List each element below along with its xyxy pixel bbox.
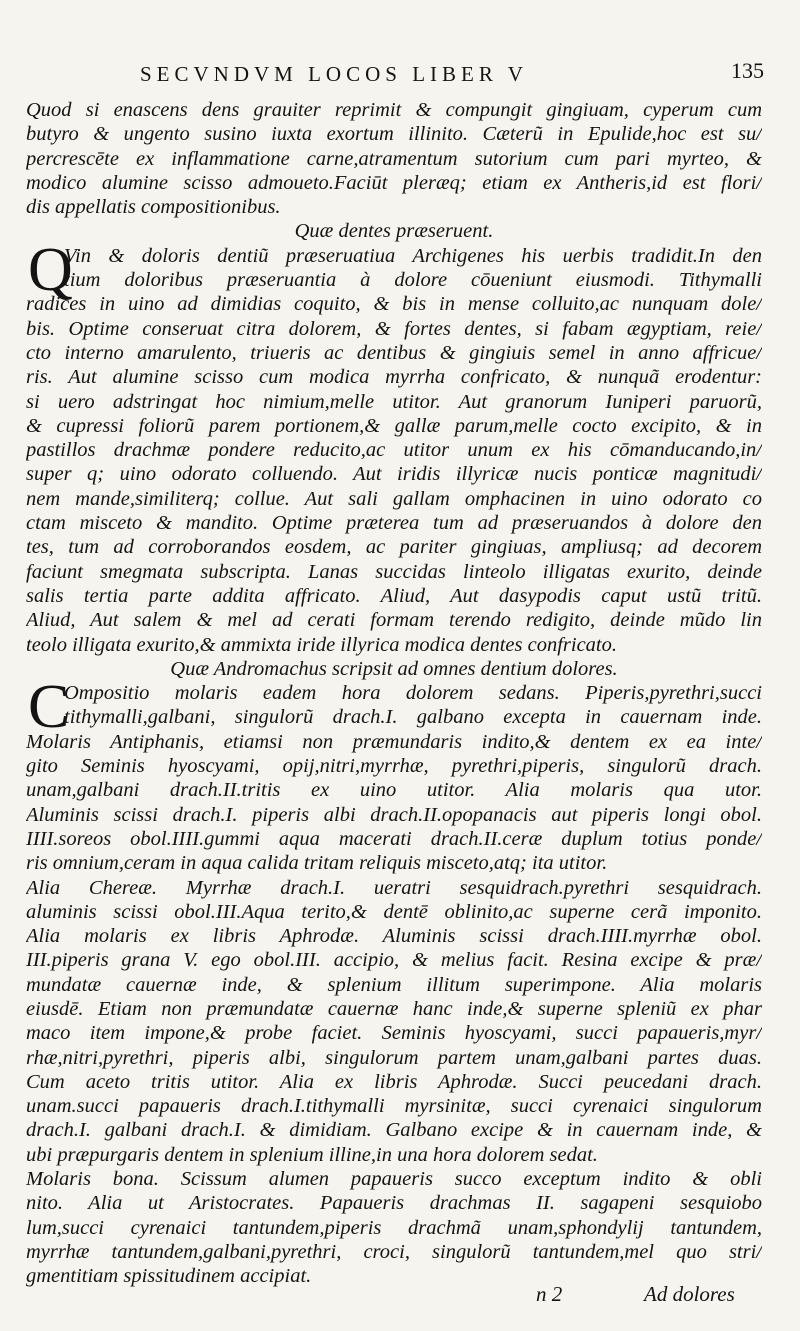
- text-line: mundatæ cauernæ inde, & splenium illitum superimpone. Alia molaris: [26, 973, 762, 996]
- page-header: [0, 58, 800, 92]
- text-line: pastillos drachmæ pondere reducito,ac utitor unum ex his cōmanducando,in/: [26, 439, 762, 462]
- text-line: gito Seminis hyoscyami, opij,nitri,myrrhæ, pyrethri,piperis, singulorũ drach.: [26, 755, 762, 778]
- signature-mark: n 2: [536, 1282, 563, 1306]
- text-line: Molaris bona. Scissum alumen papaueris succo exceptum indito & obli: [26, 1168, 762, 1191]
- text-line: nito. Alia ut Aristocrates. Papaueris drachmas II. sagapeni sesquiobo: [26, 1192, 762, 1215]
- text-line: gmentitiam spissitudinem accipiat.: [26, 1265, 312, 1288]
- text-line: nem mande,similiterq; collue. Aut sali gallam omphacinen in uino odorato co: [26, 487, 762, 510]
- text-line: lum,succi cyrenaici tantundem,piperis drachmã unam,sphondylij tantundem,: [26, 1216, 762, 1239]
- text-line: ris omnium,ceram in aqua calida tritam reliquis misceto,atq; ita utitor.: [26, 852, 608, 875]
- text-line: III.piperis grana V. ego obol.III. accipio, & melius facit. Resina excipe & præ/: [26, 949, 762, 972]
- text-line: maco item impone,& probe faciet. Seminis hyoscyami, succi papaueris,myr/: [26, 1022, 762, 1045]
- paragraph-archigenes: [26, 235, 762, 657]
- text-line: ubi præpurgaris dentem in splenium illine,in una hora dolorem sedat.: [26, 1143, 598, 1166]
- text-line: radices in uino ad dimidias coquito, & bis in mense colluito,ac nunquam dole/: [26, 293, 762, 316]
- text-line: unam,galbani drach.II.tritis ex uino utitor. Alia molaris qua utor.: [26, 779, 762, 802]
- text-line: Molaris Antiphanis, etiamsi non præmundaris indito,& dentem ex ea inte/: [26, 730, 762, 753]
- text-line: & cupressi foliorũ parem portionem,& gallæ parum,melle cocto excipito, & in: [26, 414, 762, 437]
- text-line: percrescēte ex inflammatione carne,atramentum sutorium cum pari myrteo, &: [26, 147, 762, 170]
- text-line: Alia Chereæ. Myrrhæ drach.I. ueratri sesquidrach.pyrethri sesquidrach.: [26, 876, 762, 899]
- text-line: si uero adstringat hoc nimium,melle utitor. Aut granorum Iuniperi paruorũ,: [26, 390, 762, 413]
- text-line: drach.I. galbani drach.I. & dimidiam. Galbano excipe & in cauernam inde, &: [26, 1119, 762, 1142]
- text-line: Vin & doloris dentiũ præseruatiua Archigenes his uerbis tradidit.In den: [64, 244, 762, 267]
- text-line: super q; uino odorato colluendo. Aut iridis illyricæ nucis ponticæ magnitudi/: [26, 463, 762, 486]
- text-line: Aluminis scissi drach.I. piperis albi drach.II.opopanacis aut piperis longi obol.: [26, 803, 762, 826]
- text-line: IIII.soreos obol.IIII.gummi aqua macerati drach.II.ceræ duplum totius ponde/: [26, 827, 762, 850]
- text-line: Aliud, Aut salem & mel ad cerati formam terendo redigito, deinde mũdo lin: [26, 609, 762, 632]
- text-line: teolo illigata exurito,& ammixta iride illyrica modica dentes confricato.: [26, 633, 617, 656]
- page-footer: [0, 1282, 800, 1312]
- text-line: eiusdē. Etiam non præmundatæ cauernæ hanc inde,& superne spleniũ ex phar: [26, 997, 762, 1020]
- text-line: rhæ,nitri,pyrethri, piperis albi, singulorum partem unam,galbani partes duas.: [26, 1046, 762, 1069]
- text-line: cto interno amarulento, triueris ac dentibus & gingiuis semel in anno affricue/: [26, 341, 762, 364]
- text-line: unam.succi papaueris drach.I.tithymalli myrsinitæ, succi cyrenaici singulorum: [26, 1095, 762, 1118]
- running-title: SECVNDVM LOCOS LIBER V: [140, 62, 528, 86]
- text-line: butyro & ungento susino iuxta exortum illinito. Cæterũ in Epulide,hoc est su/: [26, 123, 762, 146]
- section-heading: Quæ dentes præseruent.: [294, 220, 494, 243]
- text-line: bis. Optime conseruat citra dolorem, & fortes dentes, si fabam ægyptiam, reie/: [26, 317, 762, 340]
- drop-cap-c: C: [28, 673, 70, 742]
- text-line: ris. Aut alumine scisso cum modica myrrha confricato, & nunquã erodentur:: [26, 366, 762, 389]
- catchword: Ad dolores: [644, 1282, 735, 1306]
- text-block: [26, 98, 762, 1289]
- text-line: aluminis scissi obol.III.Aqua terito,& dentē oblinito,ac superne cerã imponito.: [26, 900, 762, 923]
- text-line: tithymalli,galbani, singulorũ drach.I. galbano excepta in cauernam inde.: [64, 706, 762, 729]
- drop-cap-q: Q: [28, 235, 73, 304]
- text-line: ctam misceto & mandito. Optime præterea tum ad præseruandos à dolore den: [26, 512, 762, 535]
- text-line: tium doloribus præseruantia à dolore cōueniunt eiusmodi. Tithymalli: [64, 269, 762, 292]
- text-line: dis appellatis compositionibus.: [26, 196, 281, 219]
- text-line: myrrhæ tantundem,galbani,pyrethri, croci, singulorũ tantundem,mel quo stri/: [26, 1240, 762, 1263]
- text-line: modico alumine scisso admoueto.Faciūt pleræq; etiam ex Antheris,id est flori/: [26, 171, 762, 194]
- paragraph-andromachus: [26, 673, 762, 1288]
- text-line: tes, tum ad corroborandos eosdem, ac pariter gingiuas, ampliusq; ad decorem: [26, 536, 762, 559]
- section-heading: Quæ Andromachus scripsit ad omnes dentium dolores.: [170, 657, 618, 680]
- text-line: Cum aceto tritis utitor. Alia ex libris Aphrodæ. Succi peucedani drach.: [26, 1070, 762, 1093]
- text-line: Quod si enascens dens grauiter reprimit & compungit gingiuam, cyperum cum: [26, 99, 762, 121]
- text-line: salis tertia parte addita affricato. Aliud, Aut dasypodis caput ustũ tritũ.: [26, 584, 762, 607]
- folio-number: 135: [731, 58, 764, 83]
- text-line: Ompositio molaris eadem hora dolorem sedans. Piperis,pyrethri,succi: [64, 682, 762, 705]
- text-line: Alia molaris ex libris Aphrodæ. Aluminis scissi drach.IIII.myrrhæ obol.: [26, 925, 762, 948]
- text-line: faciunt smegmata subscripta. Lanas succidas linteolo illigatas exurito, deinde: [26, 560, 762, 583]
